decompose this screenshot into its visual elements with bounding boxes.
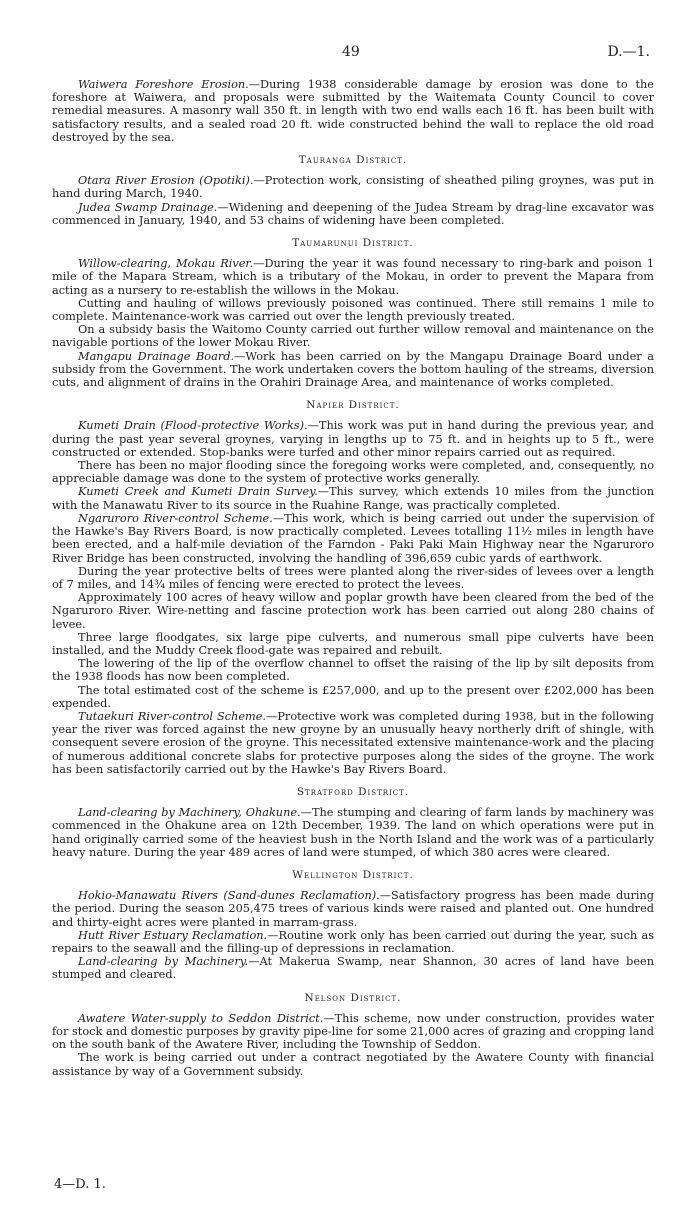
napier-p3-text: —This survey, which extends 10 miles from the junction with the Manawatu River to its source in the Ruahine Range, was practically completed. <box>52 485 654 512</box>
page-content <box>52 78 654 1078</box>
taumarunui-p2: Cutting and hauling of willows previously poisoned was continued. There still remains 1 mile to complete. Maintenance-work was carried out over the length previously treated. <box>52 296 654 324</box>
taumarunui-p1-text: —During the year it was found necessary to ring-bark and poison 1 mile of the Mapara Stream, which is a tributary of the Mokau, in order to prevent the Mapara from acting as a nursery to re-establish the willows in the Mokau. <box>52 257 655 297</box>
napier-p10-lead: Tutaekuri River-control Scheme. <box>78 709 267 723</box>
wellington-p1-lead: Hokio-Manawatu Rivers (Sand-dunes Reclamation). <box>78 889 380 903</box>
napier-p1 <box>52 419 654 459</box>
wellington-p3-lead: Land-clearing by Machinery. <box>78 955 249 969</box>
napier-p8: The lowering of the lip of the overflow channel to offset the raising of the lip by silt deposits from the 1938 floods has now been completed. <box>52 657 654 684</box>
nelson-p1-text: —This scheme, now under construction, provides water for stock and domestic purposes by gravity pipe-line for some 21,000 acres of grazing and cropping land on the south bank of the Awatere River, including the Township of Seddon. <box>52 1011 654 1052</box>
tauranga-p1-text: —Protection work, consisting of sheathed piling groynes, was put in hand during March, 1940. <box>52 174 655 201</box>
waiwera-text: —During 1938 considerable damage by erosion was done to the foreshore at Waiwera, and proposals were submitted by the Waitemata County Council to cover remedial measures. A masonry wall 350 ft. in length with two end walls each 16 ft. has been built with satisfactory results, and a sealed road 20 ft. wide constructed behind the wall to replace the old road destroyed by the sea. <box>52 78 654 144</box>
napier-p4-lead: Ngaruroro River-control Scheme. <box>78 511 273 525</box>
napier-p3 <box>52 485 654 511</box>
stratford-heading: Stratford District. <box>296 785 410 798</box>
wellington-p3-text: —At Makerua Swamp, near Shannon, 30 acres of land have been stumped and cleared. <box>52 955 655 982</box>
tauranga-p1 <box>52 174 654 200</box>
napier-p1-text: —This work was put in hand during the previous year, and during the past year several groynes, varying in lengths up to 75 ft. and in heights up to 5 ft., were constructed or extended. Stop-banks were turfed and other minor repairs carried out as required. <box>52 419 655 459</box>
nelson-p1 <box>52 1012 654 1052</box>
napier-p9: The total estimated cost of the scheme is £257,000, and up to the present over £202,000 has been expended. <box>52 683 654 710</box>
tauranga-p2 <box>52 201 654 227</box>
napier-p3-lead: Kumeti Creek and Kumeti Drain Survey. <box>78 485 318 499</box>
wellington-p2-text: —Routine work only has been carried out during the year, such as repairs to the seawall and the filling-up of depressions in reclamation. <box>52 928 654 955</box>
wellington-p2 <box>52 929 654 955</box>
nelson-p1-lead: Awatere Water-supply to Seddon District. <box>78 1011 324 1025</box>
taumarunui-p3: On a subsidy basis the Waitomo County carried out further willow removal and maintenance on the navigable portions of the lower Mokau River. <box>52 323 654 350</box>
napier-p10 <box>52 710 654 776</box>
nelson-heading: Nelson District. <box>304 991 402 1004</box>
wellington-p2-lead: Hutt River Estuary Reclamation. <box>78 928 268 942</box>
taumarunui-p4 <box>52 350 654 390</box>
nelson-p2: The work is being carried out under a contract negotiated by the Awatere County with financial assistance by way of a Government subsidy. <box>52 1051 654 1078</box>
napier-p4 <box>52 512 654 565</box>
waiwera-lead: Waiwera Foreshore Erosion. <box>78 78 249 91</box>
napier-p7: Three large floodgates, six large pipe culverts, and numerous small pipe culverts have been installed, and the Muddy Creek flood-gate was repaired and rebuilt. <box>52 630 654 657</box>
napier-p2: There has been no major flooding since the foregoing works were completed, and, consequently, no appreciable damage was done to the system of protective works generally. <box>52 459 654 486</box>
tauranga-heading: Tauranga District. <box>298 154 408 167</box>
wellington-p1-text: —Satisfactory progress has been made during the period. During the season 205,475 trees of various kinds were raised and planted out. One hundred and thirty-eight acres were planted in marram-grass. <box>52 889 654 929</box>
page-footer: 4—D. 1. <box>54 1177 106 1192</box>
page-number: 49 <box>342 44 360 60</box>
napier-p10-text: —Protective work was completed during 1938, but in the following year the river was forced against the new groyne by an unusually heavy northerly drift of shingle, with consequent severe erosion of the groyne. This necessitated extensive maintenance-work and the placing of numerous additional concrete slabs for protective purposes along the sides of the groyne. The work has been satisfactorily carried out by the Hawke's Bay Rivers Board. <box>52 709 654 776</box>
napier-heading: Napier District. <box>306 399 400 412</box>
napier-p1-lead: Kumeti Drain (Flood-protective Works). <box>78 419 308 433</box>
tauranga-p2-text: —Widening and deepening of the Judea Stream by drag-line excavator was commenced in January, 1940, and 53 chains of widening have been completed. <box>52 200 654 227</box>
taumarunui-p1 <box>52 257 654 297</box>
napier-p5: During the year protective belts of trees were planted along the river-sides of levees over a length of 7 miles, and 14¾ miles of fencing were erected to protect the levees. <box>52 564 654 591</box>
tauranga-p1-lead: Otara River Erosion (Opotiki). <box>78 174 254 188</box>
taumarunui-p4-lead: Mangapu Drainage Board. <box>78 349 235 363</box>
napier-p4-text: —This work, which is being carried out under the supervision of the Hawke's Bay Rivers Board, is now practically completed. Levees totalling 11½ miles in length have been erected, and a half-mile deviation of the Farndon - Paki Paki Main Highway near the Ngaruroro River Bridge has been constructed, involving the handling of 396,659 cubic yards of earthwork. <box>52 511 654 565</box>
page-header <box>0 44 700 64</box>
wellington-p3 <box>52 955 654 981</box>
wellington-heading: Wellington District. <box>292 868 414 881</box>
wellington-p1 <box>52 889 654 929</box>
taumarunui-p4-text: —Work has been carried on by the Mangapu Drainage Board under a subsidy from the Government. The work undertaken covers the bottom hauling of the streams, diversion cuts, and alignment of drains in the Orahiri Drainage Area, and maintenance of works completed. <box>52 349 654 390</box>
waiwera-paragraph <box>52 78 654 144</box>
napier-p6: Approximately 100 acres of heavy willow and poplar growth have been cleared from the bed of the Ngaruroro River. Wire-netting and fascine protection work has been carried out along 280 chains of levee. <box>52 591 654 631</box>
document-code: D.—1. <box>607 44 650 60</box>
stratford-p1-lead: Land-clearing by Machinery, Ohakune. <box>78 806 301 820</box>
taumarunui-p1-lead: Willow-clearing, Mokau River. <box>78 257 254 271</box>
tauranga-p2-lead: Judea Swamp Drainage. <box>78 200 218 214</box>
stratford-p1-text: —The stumping and clearing of farm lands by machinery was commenced in the Ohakune area on 12th December, 1939. The land on which operations were put in hand originally carried some of the heaviest bush in the North Island and the work was of a particularly heavy nature. During the year 489 acres of land were stumped, of which 380 acres were cleared. <box>52 806 654 859</box>
taumarunui-heading: Taumarunui District. <box>292 237 414 250</box>
stratford-p1 <box>52 806 654 859</box>
